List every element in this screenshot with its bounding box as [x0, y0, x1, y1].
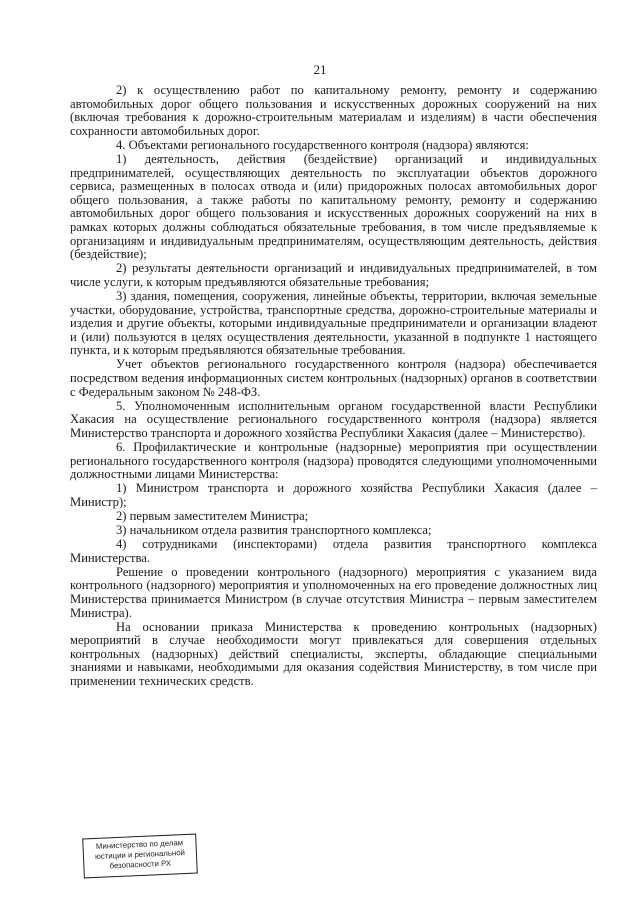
- paragraph: Решение о проведении контрольного (надзорного) мероприятия с указанием вида контрольного (надзорного) мероприятия и уполномоченных на его проведение должностных лиц Министерства принимается Министром (в случае отсутствия Министра – первым заместителем Министра).: [70, 564, 597, 620]
- ministry-stamp: [82, 834, 198, 879]
- paragraph: 3) здания, помещения, сооружения, линейные объекты, территории, включая земельные участки, оборудование, устройства, транспортные средства, дорожно-строительные материалы и изделия и другие объекты, которыми индивидуальные предприниматели и организации владеют и (или) пользуются в целях осуществления деятельности, указанной в подпункте 1 настоящего пункта, и к которым предъявляются обязательные требования.: [70, 288, 597, 358]
- paragraph: 2) к осуществлению работ по капитальному ремонту, ремонту и содержанию автомобильных дорог общего пользования и искусственных дорожных сооружений на них (включая требования к дорожно-строительным материалам и изделиям) в части обеспечения сохранности автомобильных дорог.: [70, 83, 597, 138]
- paragraph: 1) деятельность, действия (бездействие) организаций и индивидуальных предпринимателей, осуществляющих деятельность по эксплуатации объектов дорожного сервиса, размещенных в полосах отвода и (или) придорожных полосах автомобильных дорог общего пользования, а также работы по капитальному ремонту, ремонту и содержанию автомобильных дорог общего пользования и искусственных дорожных сооружений на них в рамках которых должны соблюдаться обязательные требования, в том числе предъявляемые к организациям и индивидуальным предпринимателям, осуществляющим деятельность, действия (бездействие);: [70, 151, 597, 262]
- paragraph: 1) Министром транспорта и дорожного хозяйства Республики Хакасия (далее – Министр);: [70, 481, 597, 509]
- stamp-line: Министерство по делам: [95, 838, 184, 851]
- paragraph: 3) начальником отдела развития транспортного комплекса;: [116, 523, 432, 537]
- paragraph: 2) первым заместителем Министра;: [116, 508, 309, 523]
- paragraph: 4. Объектами регионального государственного контроля (надзора) являются:: [116, 137, 529, 152]
- document-body: [70, 84, 597, 689]
- paragraph: 5. Уполномоченным исполнительным органом государственной власти Республики Хакасия на осуществление регионального государственного контроля (надзора) является Министерство транспорта и дорожного хозяйства Республики Хакасия (далее – Министерство).: [70, 398, 597, 440]
- paragraph: 6. Профилактические и контрольные (надзорные) мероприятия при осуществлении регионального государственного контроля (надзора) проводятся следующими уполномоченными должностными лицами Министерства:: [70, 439, 597, 482]
- stamp-line: безопасности РХ: [109, 858, 172, 871]
- paragraph: 4) сотрудниками (инспекторами) отдела развития транспортного комплекса Министерства.: [70, 537, 597, 565]
- paragraph: Учет объектов регионального государственного контроля (надзора) обеспечивается посредством ведения информационных систем контрольных (надзорных) органов в соответствии с Федеральным законом № 248-ФЗ.: [70, 357, 597, 399]
- stamp-line: юстиции и региональной: [94, 848, 186, 861]
- page-number: 21: [313, 62, 327, 77]
- paragraph: 2) результаты деятельности организаций и индивидуальных предпринимателей, в том числе услуги, к которым предъявляются обязательные требования;: [70, 261, 597, 289]
- paragraph: На основании приказа Министерства к проведению контрольных (надзорных) мероприятий в случае необходимости могут привлекаться для совершения отдельных контрольных (надзорных) действий специалисты, эксперты, обладающие специальными знаниями и навыками, необходимыми для оказания содействия Министерству, в том числе при применении технических средств.: [70, 619, 597, 689]
